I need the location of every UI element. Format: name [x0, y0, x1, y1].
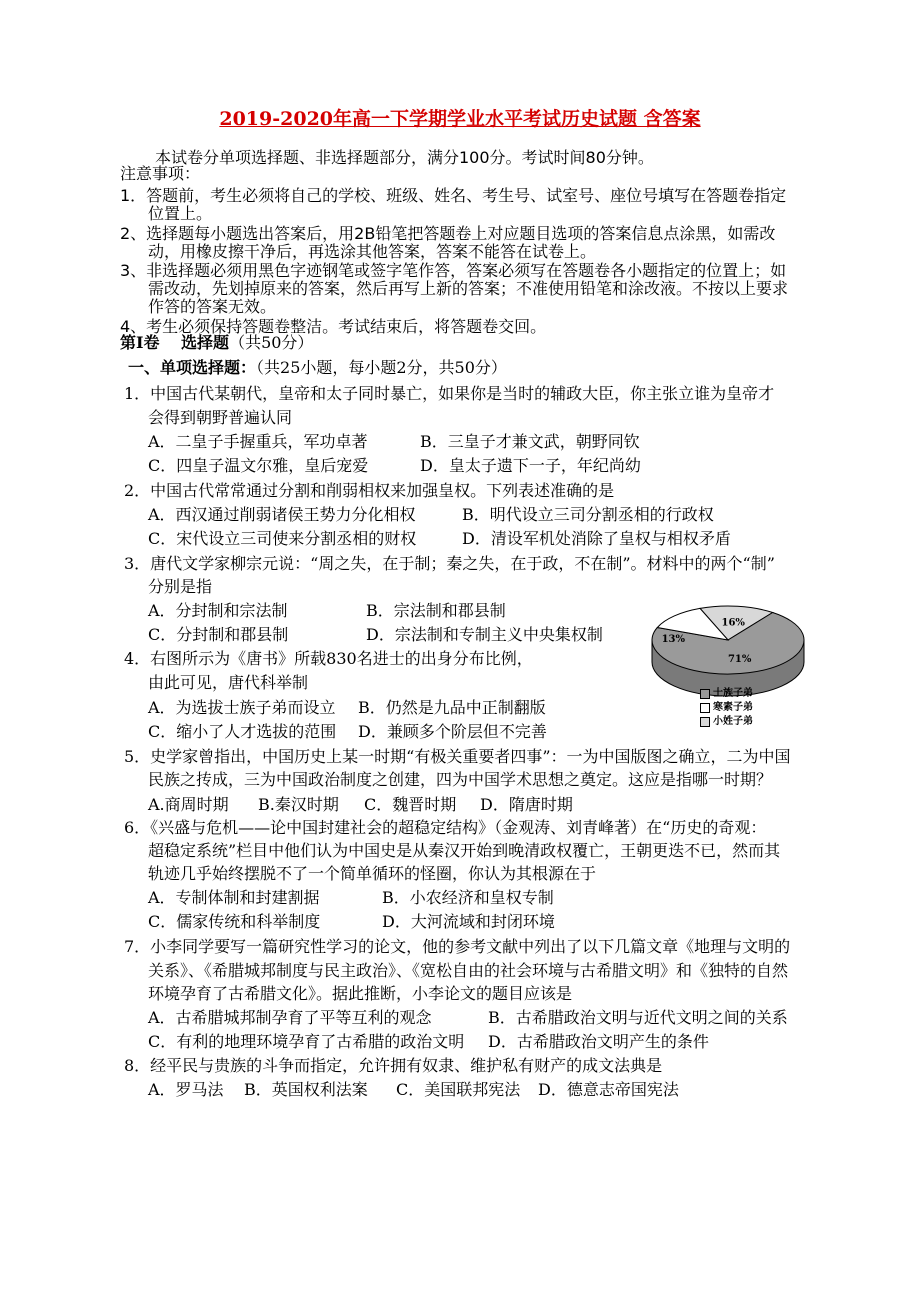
question-stem: 1．中国古代某朝代，皇帝和太子同时暴亡，如果你是当时的辅政大臣，你主张立谁为皇帝才: [124, 384, 775, 403]
question-stem: 分别是指: [148, 577, 213, 596]
note-line: 3、非选择题必须用黑色字迹钢笔或签字笔作答，答案必须写在答题卷各小题指定的位置上；如: [120, 261, 787, 280]
option-c: C．分封制和郡县制: [148, 625, 289, 644]
question-stem: 7．小李同学要写一篇研究性学习的论文，他的参考文献中列出了以下几篇文章《地理与文明的: [124, 937, 791, 956]
option-d: D．清设军机处消除了皇权与相权矛盾: [462, 529, 731, 548]
legend-swatch: [700, 703, 710, 713]
legend-entry: [700, 698, 753, 712]
option-d: D．宗法制和专制主义中央集权制: [366, 625, 603, 644]
question-stem: 6．《兴盛与危机——论中国封建社会的超稳定结构》（金观涛、刘青峰著）在“历史的奇观：: [124, 818, 767, 837]
section-title: [120, 332, 313, 354]
section-title-text: 第Ⅰ卷 选择题: [120, 333, 230, 352]
option-c: C．四皇子温文尔雅，皇后宠爱: [148, 456, 369, 475]
option-b: B．宗法制和郡县制: [366, 601, 506, 620]
part-title-text: 一、单项选择题：: [128, 358, 257, 377]
note-line: 4、考生必须保持答题卷整洁。考试结束后，将答题卷交回。: [120, 317, 547, 336]
note-line: 作答的答案无效。: [148, 297, 277, 316]
option-b: B．三皇子才兼文武，朝野同钦: [420, 432, 640, 451]
option-c: C．宋代设立三司使来分割丞相的财权: [148, 529, 417, 548]
option-b: B．明代设立三司分割丞相的行政权: [462, 505, 714, 524]
option-a: A．为选拔士族子弟而设立: [148, 698, 336, 717]
option-c: C．美国联邦宪法: [396, 1080, 521, 1099]
option-d: D．兼顾多个阶层但不完善: [358, 722, 547, 741]
pie-data-label: 71%: [727, 653, 752, 665]
question-stem: 会得到朝野普遍认同: [148, 408, 293, 427]
option-a: A．西汉通过削弱诸侯王势力分化相权: [148, 505, 416, 524]
option-c: C．儒家传统和科举制度: [148, 912, 321, 931]
option-c: C．魏晋时期: [364, 795, 457, 814]
intro-text: 本试卷分单项选择题、非选择题部分，满分100分。考试时间80分钟。: [155, 148, 654, 167]
pie-data-label: 13%: [661, 634, 685, 645]
legend-label: 寒素子弟: [713, 702, 753, 713]
part-title: [128, 357, 507, 379]
legend-entry: [700, 684, 753, 698]
option-a: A.商周时期: [148, 795, 229, 814]
option-d: D．隋唐时期: [480, 795, 573, 814]
exam-title: 2019-2020年高一下学期学业水平考试历史试题 含答案: [219, 108, 701, 130]
option-c: C．有利的地理环境孕育了古希腊的政治文明: [148, 1032, 465, 1051]
option-b: B．仍然是九品中正制翻版: [358, 698, 546, 717]
option-b: B．古希腊政治文明与近代文明之间的关系: [488, 1008, 788, 1027]
notes-heading: 注意事项：: [120, 164, 201, 183]
option-a: A．专制体制和封建割据: [148, 888, 320, 907]
option-c: C．缩小了人才选拔的范围: [148, 722, 337, 741]
option-b: B．英国权利法案: [244, 1080, 368, 1099]
note-line: 位置上。: [148, 204, 213, 223]
question-stem: 2．中国古代常常通过分割和削弱相权来加强皇权。下列表述准确的是: [124, 481, 615, 500]
question-stem: 民族之抟成，三为中国政治制度之创建，四为中国学术思想之奠定。这应是指哪一时期？: [148, 770, 773, 789]
option-a: A．分封制和宗法制: [148, 601, 288, 620]
question-stem: 8．经平民与贵族的斗争而指定，允许拥有奴隶、维护私有财产的成文法典是: [124, 1056, 663, 1075]
pie-data-label: 16%: [721, 617, 745, 629]
part-info: （共25小题，每小题2分，共50分）: [256, 358, 507, 377]
legend-swatch: [700, 717, 710, 727]
note-line: 1．答题前，考生必须将自己的学校、班级、姓名、考生号、试室号、座位号填写在答题卷指定: [120, 186, 787, 205]
option-d: D．大河流域和封闭环境: [382, 912, 555, 931]
legend-label: 小姓子弟: [713, 716, 753, 727]
question-stem: 超稳定系统”栏目中他们认为中国史是从秦汉开始到晚清政权覆亡，王朝更迭不已，然而其: [148, 841, 781, 860]
legend-entry: [700, 712, 753, 726]
question-stem: 环境孕育了古希腊文化》。据此推断，小李论文的题目应该是: [148, 984, 573, 1003]
option-b: B．小农经济和皇权专制: [382, 888, 554, 907]
question-stem: 关系》、《希腊城邦制度与民主政治》、《宽松自由的社会环境与古希腊文明》和《独特的自然: [148, 961, 789, 980]
option-d: D．皇太子遗下一子，年纪尚幼: [420, 456, 641, 475]
option-b: B.秦汉时期: [258, 795, 339, 814]
option-a: A．罗马法: [148, 1080, 224, 1099]
legend-label: 士族子弟: [713, 688, 753, 699]
section-score: （共50分）: [229, 333, 314, 352]
question-stem: 3．唐代文学家柳宗元说：“周之失，在于制；秦之失，在于政，不在制”。材料中的两个“制”: [124, 554, 775, 573]
question-stem: 轨迹几乎始终摆脱不了一个简单循环的怪圈，你认为其根源在于: [148, 864, 597, 883]
note-line: 动，用橡皮擦干净后，再选涂其他答案，答案不能答在试卷上。: [148, 242, 597, 261]
question-stem: 4．右图所示为《唐书》所载830名进士的出身分布比例，: [124, 649, 533, 668]
question-stem: 5．史学家曾指出，中国历史上某一时期“有极关重要者四事”：一为中国版图之确立，二为中国: [124, 747, 791, 766]
note-line: 需改动，先划掉原来的答案，然后再写上新的答案；不准使用铅笔和涂改液。不按以上要求: [148, 279, 789, 298]
option-d: D．德意志帝国宪法: [538, 1080, 679, 1099]
option-a: A．二皇子手握重兵，军功卓著: [148, 432, 368, 451]
option-d: D．古希腊政治文明产生的条件: [488, 1032, 709, 1051]
note-line: 2、选择题每小题选出答案后，用2B铅笔把答题卷上对应题目选项的答案信息点涂黑，如需改: [120, 224, 776, 243]
question-stem: 由此可见，唐代科举制: [148, 673, 309, 692]
legend-swatch: [700, 689, 710, 699]
option-a: A．古希腊城邦制孕育了平等互利的观念: [148, 1008, 432, 1027]
